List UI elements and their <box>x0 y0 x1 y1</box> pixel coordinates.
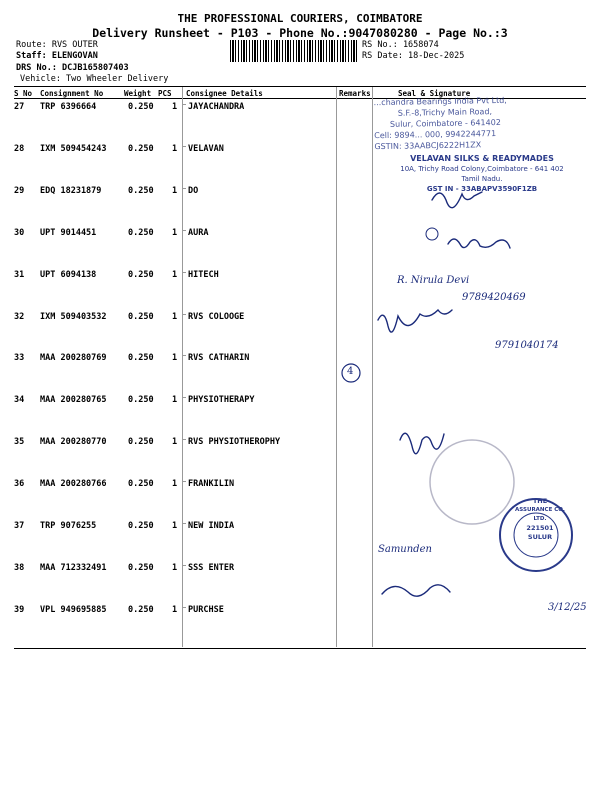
faint-seal <box>430 440 514 524</box>
handwritten-name-31: R. Nirula Devi <box>397 275 470 286</box>
runsheet-subtitle: Delivery Runsheet - P103 - Phone No.:9047080280 - Page No.:3 <box>92 26 508 40</box>
row-consignee: FRANKILIN <box>188 479 235 490</box>
row-consignment: MAA 200280769 <box>40 353 107 364</box>
row-consignment: UPT 9014451 <box>40 227 97 238</box>
col-remarks: Remarks <box>339 89 371 98</box>
row-weight: 0.250 <box>128 353 154 364</box>
stamp-line: ...chandra Bearings India Pvt Ltd, <box>373 95 507 108</box>
row-pcs: 1 <box>172 185 178 196</box>
signature-32 <box>378 310 452 332</box>
row-consignee: RVS COLOOGE <box>188 311 245 322</box>
row-consignee: SSS ENTER <box>188 562 235 573</box>
company-title: THE PROFESSIONAL COURIERS, COIMBATORE <box>177 12 423 25</box>
row-consignment: TRP 6396664 <box>40 102 97 112</box>
stamp-line: Cell: 9894... 000, 9942244771 <box>374 129 497 141</box>
row-consignee: RVS PHYSIOTHEROPHY <box>188 437 281 448</box>
row-consignee: HITECH <box>188 269 219 280</box>
col-seal: Seal & Signature <box>398 89 471 98</box>
stamp-line: VELAVAN SILKS & READYMADES <box>410 154 554 163</box>
row-consignment: EDQ 18231879 <box>40 185 102 196</box>
row-sno: 31 <box>14 269 25 280</box>
col-pcs: PCS <box>158 89 172 98</box>
row-consignment: VPL 949695885 <box>40 604 107 615</box>
row-consignee: RVS CATHARIN <box>188 353 250 364</box>
row-consignee: DO <box>188 185 199 196</box>
route-label: Route: RVS OUTER <box>16 40 98 50</box>
row-consignment: IXM 509403532 <box>40 311 107 322</box>
row-sno: 29 <box>14 185 25 196</box>
staff-label: Staff: ELENGOVAN <box>16 51 98 61</box>
row-consignee: JAYACHANDRA <box>188 102 245 112</box>
row-sno: 30 <box>14 227 25 238</box>
row-consignment: TRP 9076255 <box>40 521 97 531</box>
stamp-line: GST IN - 33ABAPV3590F1ZB <box>426 185 538 193</box>
signature-30 <box>448 239 510 248</box>
row-weight: 0.250 <box>128 437 154 448</box>
circled-number: 4 <box>347 366 354 377</box>
stamp-line: THE <box>532 497 548 505</box>
row-consignment: IXM 509454243 <box>40 143 107 154</box>
rs-number: RS No.: 1658074 <box>362 40 439 50</box>
col-consignment: Consignment No <box>40 89 104 98</box>
stamp-line: Tamil Nadu. <box>461 175 503 183</box>
row-consignment: MAA 200280765 <box>40 395 107 406</box>
row-consignment: UPT 6094138 <box>40 269 97 280</box>
row-pcs: 1 <box>172 227 178 238</box>
row-weight: 0.250 <box>128 269 154 280</box>
stamp-line: Sulur, Coimbatore - 641402 <box>389 117 501 129</box>
row-weight: 0.250 <box>128 311 154 322</box>
stamp-line: S.F.-8,Trichy Main Road, <box>397 107 493 118</box>
row-weight: 0.250 <box>128 395 154 406</box>
signature-29 <box>432 192 482 208</box>
row-weight: 0.250 <box>128 479 154 490</box>
row-sno: 27 <box>14 102 25 112</box>
signature-35 <box>400 433 444 453</box>
col-sno: S No <box>14 89 33 98</box>
stamp-line: GSTIN: 33AABCJ6222H1ZX <box>374 140 482 152</box>
row-weight: 0.250 <box>128 562 154 573</box>
row-sno: 32 <box>14 311 25 322</box>
row-consignment: MAA 200280766 <box>40 479 107 490</box>
row-sno: 35 <box>14 437 25 448</box>
row-pcs: 1 <box>172 143 178 154</box>
row-sno: 33 <box>14 353 25 364</box>
row-consignment: MAA 712332491 <box>40 562 107 573</box>
row-pcs: 1 <box>172 479 178 490</box>
stamp-line: SULUR <box>527 533 553 541</box>
row-pcs: 1 <box>172 562 178 573</box>
row-sno: 36 <box>14 479 25 490</box>
row-weight: 0.250 <box>128 521 154 531</box>
row-pcs: 1 <box>172 437 178 448</box>
row-sno: 39 <box>14 604 25 615</box>
row-pcs: 1 <box>172 604 178 615</box>
stamp-line: 221501 <box>526 524 554 532</box>
col-consignee: Consignee Details <box>186 89 263 98</box>
handwritten-phone-32: 9791040174 <box>495 340 559 351</box>
insurance-stamp-text <box>510 497 570 542</box>
col-weight: Weight <box>124 89 152 98</box>
row-sno: 38 <box>14 562 25 573</box>
signature-loop <box>426 228 438 240</box>
handwritten-date-39: 3/12/25 <box>548 602 587 613</box>
rs-date: RS Date: 18-Dec-2025 <box>362 51 465 61</box>
row-consignee: PHYSIOTHERAPY <box>188 395 255 406</box>
row-weight: 0.250 <box>128 227 154 238</box>
row-sno: 34 <box>14 395 25 406</box>
drs-label: DRS No.: DCJB165807403 <box>16 63 129 73</box>
row-pcs: 1 <box>172 102 178 112</box>
row-pcs: 1 <box>172 395 178 406</box>
row-weight: 0.250 <box>128 185 154 196</box>
row-sno: 28 <box>14 143 25 154</box>
vehicle-label: Vehicle: Two Wheeler Delivery <box>20 74 169 84</box>
row-weight: 0.250 <box>128 102 154 112</box>
handwritten-name-38: Samunden <box>378 544 432 555</box>
stamp-line: 10A, Trichy Road Colony,Coimbatore - 641 402 <box>400 165 564 173</box>
row-sno: 37 <box>14 521 25 531</box>
row-consignee: NEW INDIA <box>188 521 235 531</box>
row-weight: 0.250 <box>128 143 154 154</box>
row-weight: 0.250 <box>128 604 154 615</box>
row-consignee: PURCHSE <box>188 604 224 615</box>
row-pcs: 1 <box>172 521 178 531</box>
row-consignee: VELAVAN <box>188 143 224 154</box>
row-consignee: AURA <box>188 227 209 238</box>
row-pcs: 1 <box>172 269 178 280</box>
row-consignment: MAA 200280770 <box>40 437 107 448</box>
row-pcs: 1 <box>172 311 178 322</box>
stamp-line: ASSURANCE CO. LTD. <box>515 507 565 522</box>
handwritten-phone-31: 9789420469 <box>462 292 526 303</box>
row-pcs: 1 <box>172 353 178 364</box>
signature-38 <box>382 585 450 596</box>
